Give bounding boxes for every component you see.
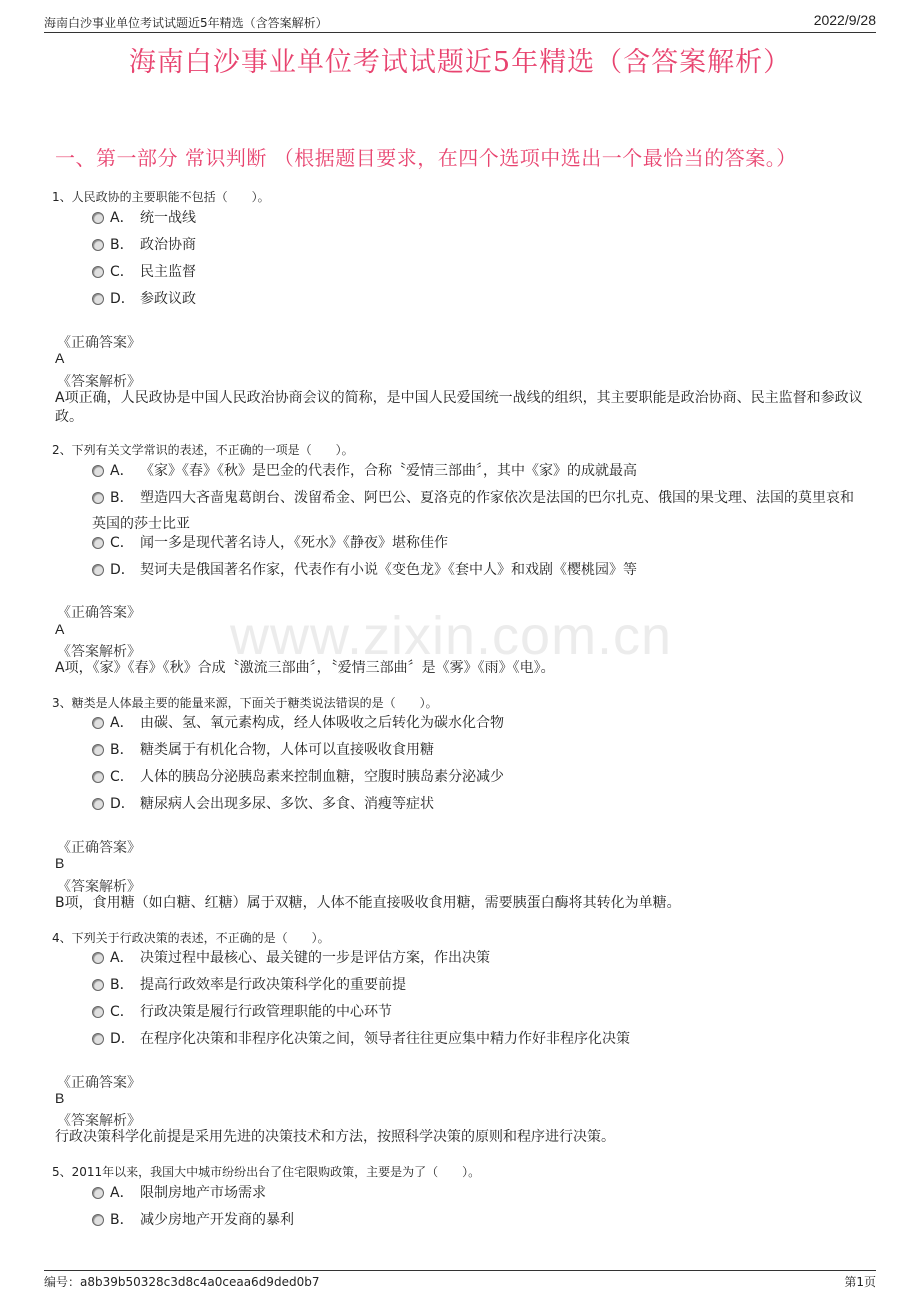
- option-4c[interactable]: C． 行政决策是履行行政管理职能的中心环节: [92, 999, 865, 1025]
- radio-icon[interactable]: [92, 212, 104, 224]
- radio-icon[interactable]: [92, 771, 104, 783]
- radio-icon[interactable]: [92, 717, 104, 729]
- option-2b[interactable]: B． 塑造四大吝啬鬼葛朗台、泼留希金、阿巴公、夏洛克的作家依次是法国的巴尔扎克、俄国的果戈理、法国的莫里哀和英国的莎士比亚: [92, 490, 854, 532]
- analysis-1: A项正确，人民政协是中国人民政治协商会议的简称，是中国人民爱国统一战线的组织，其主要职能是政治协商、民主监督和参政议政。: [55, 390, 863, 425]
- header-date: 2022/9/28: [813, 12, 876, 28]
- option-4a[interactable]: A． 决策过程中最核心、最关键的一步是评估方案，作出决策: [92, 945, 865, 971]
- analysis-2: A项，《家》《春》《秋》合成〝激流三部曲〞，〝爱情三部曲〞是《雾》《雨》《电》。: [55, 660, 555, 676]
- option-1a[interactable]: A． 统一战线: [92, 205, 865, 231]
- page-footer: [44, 1270, 876, 1291]
- radio-icon[interactable]: [92, 1006, 104, 1018]
- analysis-label: 《答案解析》: [57, 1113, 141, 1129]
- radio-icon[interactable]: [92, 744, 104, 756]
- option-3c[interactable]: C． 人体的胰岛分泌胰岛素来控制血糖，空腹时胰岛素分泌减少: [92, 764, 865, 790]
- option-1c[interactable]: C． 民主监督: [92, 259, 865, 285]
- analysis-label: 《答案解析》: [57, 374, 141, 390]
- answer-1: A: [55, 350, 65, 366]
- option-5b[interactable]: B． 减少房地产开发商的暴利: [92, 1207, 865, 1233]
- question-3: 3、糖类是人体最主要的能量来源，下面关于糖类说法错误的是（ ）。: [52, 696, 438, 710]
- radio-icon[interactable]: [92, 1033, 104, 1045]
- option-4b[interactable]: B． 提高行政效率是行政决策科学化的重要前提: [92, 972, 865, 998]
- option-2a[interactable]: A． 《家》《春》《秋》是巴金的代表作，合称〝爱情三部曲〞，其中《家》的成就最高: [92, 458, 865, 484]
- radio-icon[interactable]: [92, 564, 104, 576]
- option-4d[interactable]: D． 在程序化决策和非程序化决策之间，领导者往往更应集中精力作好非程序化决策: [92, 1026, 865, 1052]
- analysis-label: 《答案解析》: [57, 644, 141, 660]
- question-4: 4、下列关于行政决策的表述，不正确的是（ ）。: [52, 931, 330, 945]
- answer-4: B: [55, 1090, 65, 1106]
- answer-2: A: [55, 621, 65, 637]
- correct-answer-label: 《正确答案》: [57, 1075, 141, 1091]
- radio-icon[interactable]: [92, 293, 104, 305]
- radio-icon[interactable]: [92, 492, 104, 504]
- footer-code: 编号：a8b39b50328c3d8c4a0ceaa6d9ded0b7: [44, 1275, 320, 1289]
- correct-answer-label: 《正确答案》: [57, 605, 141, 621]
- analysis-label: 《答案解析》: [57, 879, 141, 895]
- section-title: 一、第一部分 常识判断 （根据题目要求，在四个选项中选出一个最恰当的答案。）: [55, 146, 797, 170]
- radio-icon[interactable]: [92, 1187, 104, 1199]
- question-1: 1、人民政协的主要职能不包括（ ）。: [52, 190, 270, 204]
- radio-icon[interactable]: [92, 537, 104, 549]
- header-doc-title: 海南白沙事业单位考试试题近5年精选（含答案解析）: [44, 16, 328, 30]
- option-2d[interactable]: D． 契诃夫是俄国著名作家，代表作有小说《变色龙》《套中人》和戏剧《樱桃园》等: [92, 557, 865, 583]
- radio-icon[interactable]: [92, 798, 104, 810]
- option-2c[interactable]: C． 闻一多是现代著名诗人，《死水》《静夜》堪称佳作: [92, 530, 865, 556]
- correct-answer-label: 《正确答案》: [57, 335, 141, 351]
- analysis-3: B项，食用糖（如白糖、红糖）属于双糖，人体不能直接吸收食用糖，需要胰蛋白酶将其转化为单糖。: [55, 895, 681, 911]
- option-3a[interactable]: A． 由碳、氢、氧元素构成，经人体吸收之后转化为碳水化合物: [92, 710, 865, 736]
- page-title: 海南白沙事业单位考试试题近5年精选（含答案解析）: [128, 47, 792, 78]
- radio-icon[interactable]: [92, 1214, 104, 1226]
- question-5: 5、2011年以来，我国大中城市纷纷出台了住宅限购政策，主要是为了（ ）。: [52, 1165, 481, 1179]
- radio-icon[interactable]: [92, 952, 104, 964]
- correct-answer-label: 《正确答案》: [57, 840, 141, 856]
- option-1b[interactable]: B． 政治协商: [92, 232, 865, 258]
- radio-icon[interactable]: [92, 239, 104, 251]
- watermark: www.zixin.com.cn: [230, 606, 673, 666]
- footer-page-number: 第1页: [844, 1275, 876, 1289]
- answer-3: B: [55, 855, 65, 871]
- option-3b[interactable]: B． 糖类属于有机化合物，人体可以直接吸收食用糖: [92, 737, 865, 763]
- option-5a[interactable]: A． 限制房地产市场需求: [92, 1180, 865, 1206]
- radio-icon[interactable]: [92, 979, 104, 991]
- question-2: 2、下列有关文学常识的表述，不正确的一项是（ ）。: [52, 443, 354, 457]
- radio-icon[interactable]: [92, 465, 104, 477]
- option-1d[interactable]: D． 参政议政: [92, 286, 865, 312]
- option-3d[interactable]: D． 糖尿病人会出现多尿、多饮、多食、消瘦等症状: [92, 791, 865, 817]
- analysis-4: 行政决策科学化前提是采用先进的决策技术和方法，按照科学决策的原则和程序进行决策。: [55, 1129, 615, 1145]
- page-header: [44, 12, 876, 33]
- radio-icon[interactable]: [92, 266, 104, 278]
